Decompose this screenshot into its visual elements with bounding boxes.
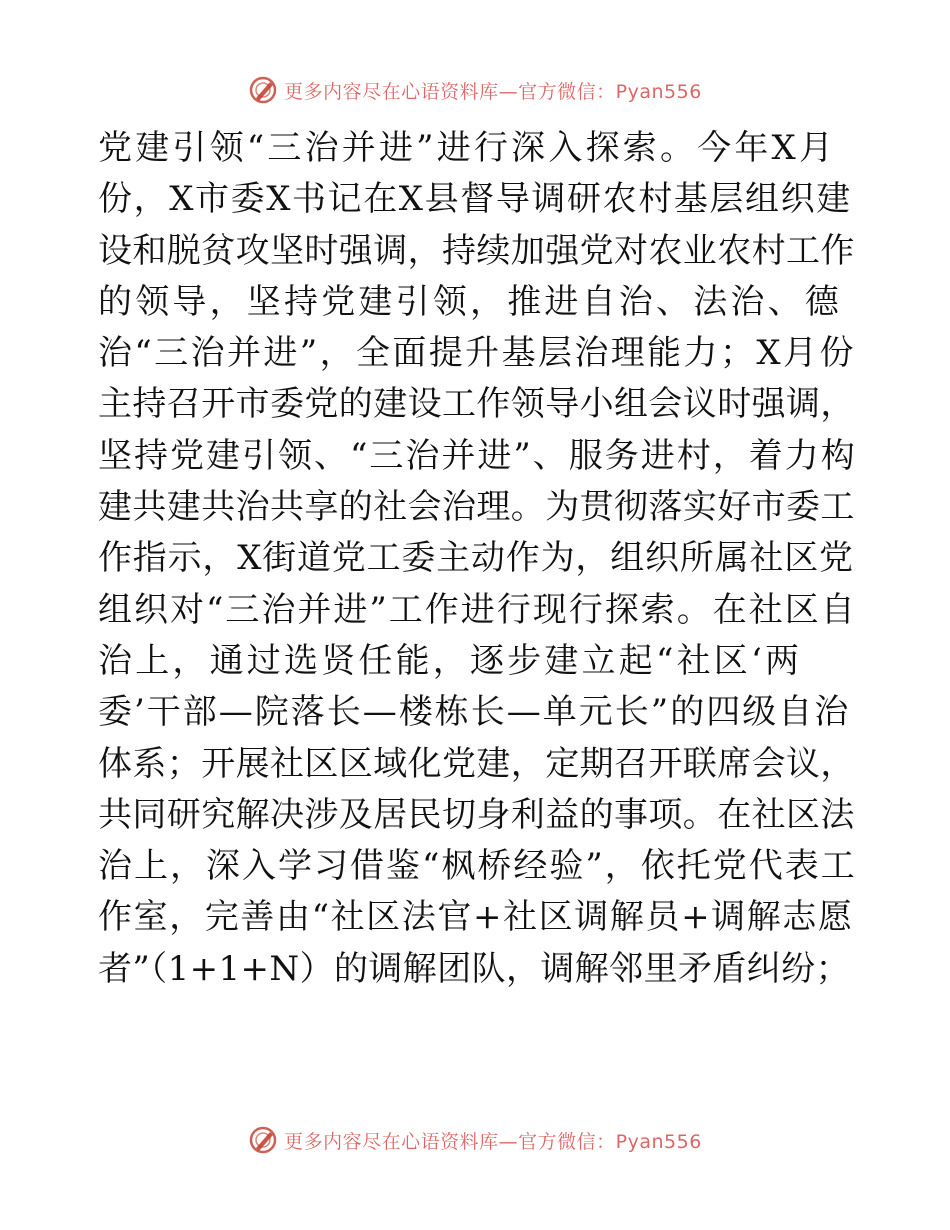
text-line: 份，X市委X书记在X县督导调研农村基层组织建	[98, 179, 852, 220]
pen-seal-icon	[248, 1125, 278, 1155]
watermark-text: 更多内容尽在心语资料库—官方微信：Pyan556	[284, 80, 702, 103]
text-line: 组织对“三治并进”工作进行现行探索。在社区自	[98, 589, 857, 630]
watermark-text: 更多内容尽在心语资料库—官方微信：Pyan556	[284, 1130, 702, 1153]
text-line: 坚持党建引领、“三治并进”、服务进村，着力构	[98, 435, 857, 476]
text-line: 共同研究解决涉及居民切身利益的事项。在社区法	[98, 794, 855, 835]
header-watermark	[0, 70, 950, 110]
text-line: 作室，完善由“社区法官+社区调解员+调解志愿	[98, 897, 854, 938]
text-line: 治上，深入学习借鉴“枫桥经验”，依托党代表工	[98, 846, 857, 887]
text-line: 治“三治并进”，全面提升基层治理能力；X月份	[98, 333, 856, 374]
pen-seal-icon	[248, 75, 278, 105]
text-line: 的领导，坚持党建引领，推进自治、法治、德	[98, 281, 842, 322]
text-line: 设和脱贫攻坚时强调，持续加强党对农业农村工作	[98, 230, 855, 271]
text-line: 体系；开展社区区域化党建，定期召开联席会议，	[98, 743, 855, 784]
text-line: 作指示，X街道党工委主动作为，组织所属社区党	[98, 538, 854, 579]
text-line: 治上，通过选贤任能，逐步建立起“社区‘两	[98, 640, 803, 681]
text-line: 主持召开市委党的建设工作领导小组会议时强调，	[98, 384, 855, 425]
text-line: 者”（1+1+N）的调解团队，调解邻里矛盾纠纷；	[98, 948, 850, 989]
text-line: 党建引领“三治并进”进行深入探索。今年X月	[98, 128, 837, 168]
text-line: 委’干部—院落长—楼栋长—单元长”的四级自治	[98, 692, 851, 733]
document-body	[98, 123, 858, 995]
text-line: 建共建共治共享的社会治理。为贯彻落实好市委工	[98, 487, 855, 528]
footer-watermark	[0, 1120, 950, 1160]
